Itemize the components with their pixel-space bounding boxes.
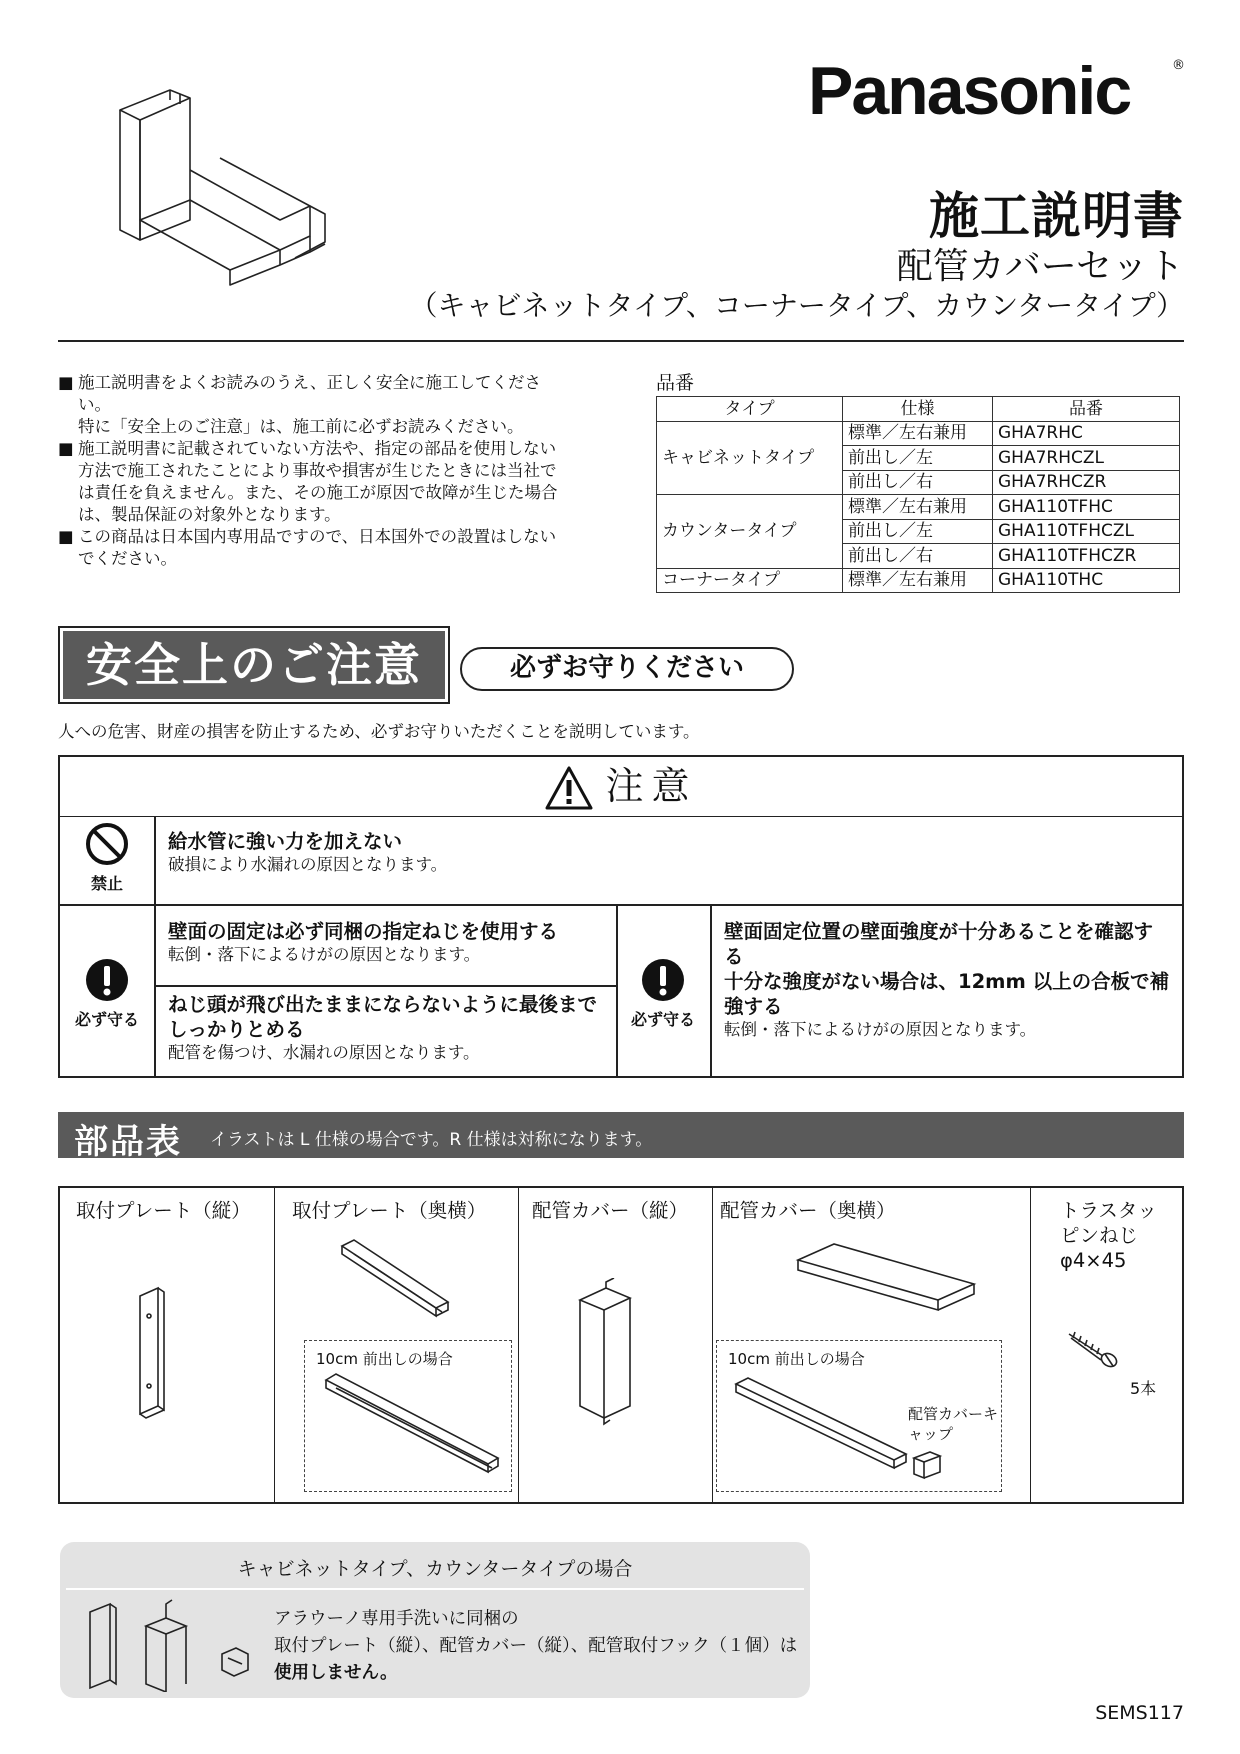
- column-divider: [710, 904, 712, 1078]
- row-divider: [154, 985, 616, 987]
- type-cell: コーナータイプ: [657, 568, 843, 593]
- note-line: 取付プレート（縦）、配管カバー（縦）、配管取付フック（１個）は: [274, 1636, 798, 1656]
- must-heading: 壁面の固定は必ず同梱の指定ねじを使用する: [168, 920, 559, 943]
- exclamation-icon: [84, 957, 130, 1003]
- prohibit-heading: 給水管に強い力を加えない: [168, 830, 403, 853]
- notice-text: 施工説明書に記載されていない方法や、指定の部品を使用しない方法で施工されたことにより事故や損害が生じたときには当社では責任を負えません。また、その施工が原因で故障が生じた場合は、製品保証の対象外となります。: [78, 439, 558, 524]
- table-row: [657, 421, 1180, 446]
- safety-description: 人への危害、財産の損害を防止するため、必ずお守りいただくことを説明しています。: [58, 722, 700, 741]
- parts-note: イラストは L 仕様の場合です。R 仕様は対称になります。: [210, 1130, 653, 1150]
- notice-item: [58, 438, 568, 526]
- column-divider: [274, 1188, 275, 1502]
- spec-cell: 前出し／右: [843, 544, 993, 569]
- model-cell: GHA110THC: [993, 568, 1180, 593]
- pipe-cover-horizontal-drawing: [794, 1240, 994, 1320]
- part-label: 配管カバー（縦）: [532, 1199, 689, 1222]
- must-label: 必ず守る: [74, 1010, 139, 1029]
- spec-cell: 前出し／左: [843, 446, 993, 471]
- note-line: アラウーノ専用手洗いに同梱の: [274, 1609, 519, 1629]
- prohibit-cell: [60, 821, 154, 894]
- part-label: 取付プレート（奥横）: [292, 1199, 487, 1222]
- notice-text: 施工説明書をよくお読みのうえ、正しく安全に施工してください。: [78, 373, 541, 414]
- dashed-box-label: 10cm 前出しの場合: [316, 1350, 453, 1368]
- product-number-label: 品番: [656, 372, 695, 394]
- must-detail: 配管を傷つけ、水漏れの原因となります。: [168, 1043, 480, 1062]
- safety-banner: [58, 626, 450, 704]
- note-title: キャビネットタイプ、カウンタータイプの場合: [237, 1558, 633, 1580]
- registered-mark: ®: [1172, 58, 1185, 73]
- dashed-box-label: 10cm 前出しの場合: [728, 1350, 865, 1368]
- must-item: [168, 992, 608, 1064]
- table-row: [657, 568, 1180, 593]
- screw-count: 5本: [1130, 1379, 1157, 1398]
- header-divider: [58, 340, 1184, 342]
- note-box: [60, 1542, 810, 1698]
- part-label: 取付プレート（縦）: [76, 1199, 251, 1222]
- unused-parts-drawing: [86, 1596, 266, 1692]
- must-heading: 壁面固定位置の壁面強度が十分あることを確認する: [724, 920, 1154, 968]
- spec-cell: 標準／左右兼用: [843, 495, 993, 520]
- document-code: SEMS117: [1095, 1702, 1184, 1724]
- model-cell: GHA110TFHC: [993, 495, 1180, 520]
- must-heading: ねじ頭が飛び出たままにならないように最後までしっかりとめる: [168, 993, 598, 1041]
- model-cell: GHA7RHCZL: [993, 446, 1180, 471]
- column-header: 仕様: [843, 397, 993, 422]
- notice-bullet: ■: [58, 527, 74, 546]
- mounting-plate-horizontal-drawing: [338, 1238, 468, 1328]
- must-label: 必ず守る: [630, 1010, 695, 1029]
- mounting-plate-vertical-drawing: [130, 1286, 190, 1422]
- spec-cell: 標準／左右兼用: [843, 568, 993, 593]
- part-label: 配管カバー（奥横）: [720, 1199, 896, 1222]
- prohibit-icon: [84, 821, 130, 867]
- product-table: [656, 396, 1180, 593]
- spec-cell: 標準／左右兼用: [843, 421, 993, 446]
- part-label: トラスタッピンねじφ4×45: [1060, 1199, 1157, 1272]
- type-cell: キャビネットタイプ: [657, 421, 843, 495]
- screw-drawing: [1065, 1324, 1125, 1374]
- notice-item: [58, 372, 568, 438]
- pipe-cover-vertical-drawing: [570, 1278, 650, 1428]
- notice-bullet: ■: [58, 373, 74, 392]
- cap-label: 配管カバーキャップ: [908, 1405, 999, 1443]
- document-subtitle: 配管カバーセット: [896, 246, 1184, 287]
- spec-cell: 前出し／右: [843, 470, 993, 495]
- note-divider: [66, 1588, 804, 1590]
- note-text: [274, 1606, 797, 1687]
- note-line-bold: 使用しません。: [274, 1663, 398, 1683]
- table-header-row: [657, 397, 1180, 422]
- must-item: [724, 919, 1170, 1041]
- column-header: 品番: [993, 397, 1180, 422]
- notice-bullet: ■: [58, 439, 74, 458]
- column-divider: [518, 1188, 519, 1502]
- notice-extra: 特に「安全上のご注意」は、施工前に必ずお読みください。: [78, 417, 524, 436]
- column-divider: [1030, 1188, 1031, 1502]
- must-cell-right: [616, 957, 710, 1030]
- pipe-cover-cap-drawing: [910, 1450, 946, 1480]
- must-follow-pill: 必ずお守りください: [460, 647, 794, 691]
- warning-triangle-icon: [544, 765, 594, 811]
- caution-table: [58, 755, 1184, 1078]
- column-divider: [712, 1188, 713, 1502]
- prohibit-text: [168, 829, 1168, 876]
- table-row: [657, 495, 1180, 520]
- model-cell: GHA110TFHCZR: [993, 544, 1180, 569]
- brand-logo: Panasonic: [808, 53, 1131, 129]
- must-heading-2: 十分な強度がない場合は、12mm 以上の合板で補強する: [724, 970, 1170, 1018]
- prohibit-label: 禁止: [90, 874, 123, 893]
- product-types: （キャビネットタイプ、コーナータイプ、カウンタータイプ）: [409, 289, 1184, 322]
- document-title: 施工説明書: [929, 187, 1184, 245]
- product-illustration: [110, 80, 370, 330]
- must-detail: 転倒・落下によるけがの原因となります。: [724, 1020, 1037, 1039]
- must-detail: 転倒・落下によるけがの原因となります。: [168, 945, 481, 964]
- mounting-plate-long-drawing: [322, 1372, 512, 1482]
- column-divider: [154, 817, 156, 1078]
- column-header: タイプ: [657, 397, 843, 422]
- spec-cell: 前出し／左: [843, 519, 993, 544]
- caution-title: 注意: [605, 764, 698, 808]
- caution-header: [60, 757, 1182, 817]
- exclamation-icon: [640, 957, 686, 1003]
- parts-title: 部品表: [74, 1122, 182, 1162]
- parts-header: [58, 1112, 1184, 1162]
- notice-list: [58, 372, 568, 570]
- row-divider: [60, 904, 1182, 906]
- model-cell: GHA7RHC: [993, 421, 1180, 446]
- notice-item: [58, 526, 568, 570]
- notice-text: この商品は日本国内専用品ですので、日本国外での設置はしないでください。: [78, 527, 557, 568]
- parts-table: [58, 1186, 1184, 1504]
- must-cell-left: [60, 957, 154, 1030]
- type-cell: カウンタータイプ: [657, 495, 843, 569]
- must-item: [168, 919, 608, 966]
- model-cell: GHA110TFHCZL: [993, 519, 1180, 544]
- prohibit-detail: 破損により水漏れの原因となります。: [168, 855, 448, 874]
- safety-banner-text: 安全上のご注意: [63, 631, 445, 699]
- model-cell: GHA7RHCZR: [993, 470, 1180, 495]
